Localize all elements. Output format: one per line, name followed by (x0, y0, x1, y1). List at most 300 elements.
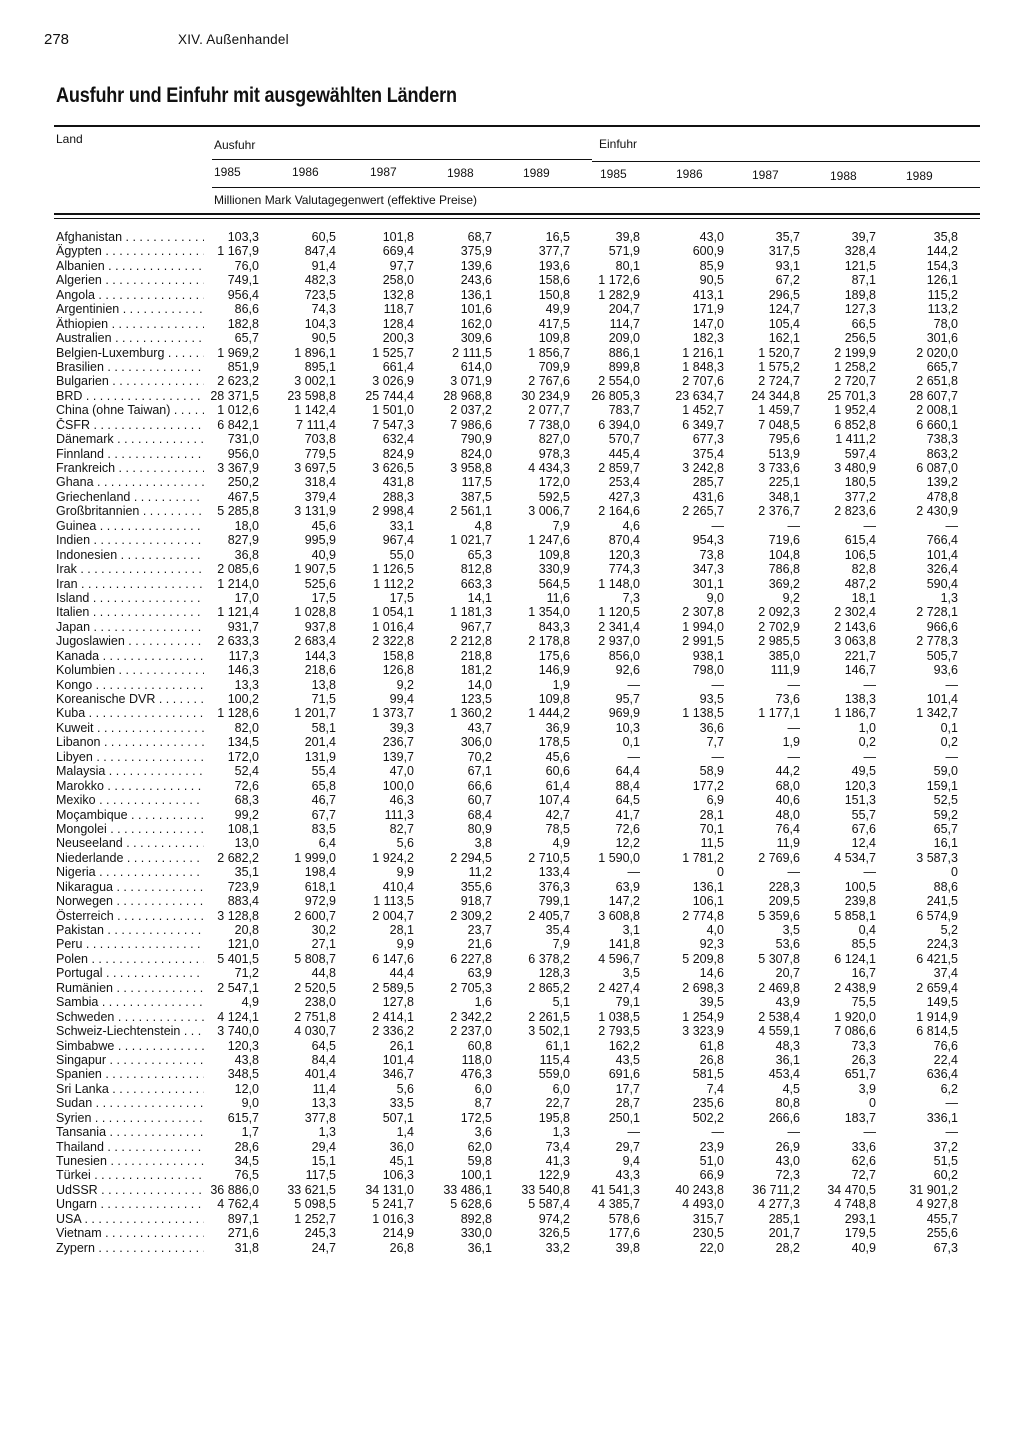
value-cell: 348,1 (768, 489, 800, 504)
value-cell: 1 252,7 (294, 1211, 336, 1226)
value-cell: 23,9 (699, 1139, 724, 1154)
value-cell: 824,9 (382, 446, 414, 461)
value-cell: 11,2 (468, 865, 492, 880)
value-cell: 266,6 (768, 1110, 800, 1125)
value-cell: 43,9 (775, 995, 800, 1010)
value-cell: 68,3 (234, 793, 259, 808)
table-row (0, 880, 1024, 894)
table-row (0, 894, 1024, 908)
table-row (0, 1241, 1024, 1255)
value-cell: 1 920,0 (834, 1009, 876, 1024)
value-cell: 31 901,2 (909, 1182, 958, 1197)
value-cell: 3 608,8 (598, 908, 640, 923)
country-name: China (ohne Taiwan) . . . (56, 403, 204, 417)
value-cell: 966,6 (926, 619, 958, 634)
value-cell: 40 243,8 (675, 1182, 724, 1197)
value-cell: 136,1 (692, 879, 724, 894)
value-cell: 26 805,3 (591, 388, 640, 403)
value-cell: 1 113,5 (373, 894, 414, 909)
value-cell: 4,5 (782, 1081, 800, 1096)
value-cell: 28,7 (615, 1096, 640, 1111)
value-cell: 2 307,8 (682, 605, 724, 620)
value-cell: 1,9 (552, 677, 570, 692)
value-cell: 59,8 (467, 1154, 492, 1168)
value-cell: 3 740,0 (217, 1024, 259, 1039)
value-cell: 2 430,9 (916, 504, 958, 519)
value-cell: 239,8 (844, 894, 876, 909)
value-cell: 67,6 (851, 821, 876, 836)
value-cell: 60,7 (467, 793, 492, 808)
value-cell: 78,5 (545, 821, 570, 836)
value-cell: 377,2 (844, 489, 876, 504)
value-cell: 2 793,5 (598, 1024, 640, 1039)
value-cell: 14,1 (467, 590, 492, 605)
year-ausfuhr-1986: 1986 (292, 165, 319, 179)
value-cell: 117,5 (461, 475, 492, 490)
value-cell: 151,3 (844, 793, 876, 808)
value-cell: 2 111,5 (452, 345, 492, 360)
table-row (0, 605, 1024, 619)
table-row (0, 692, 1024, 706)
value-cell: 35,8 (933, 230, 958, 244)
value-cell: 60,6 (545, 764, 570, 779)
value-cell: 3 323,9 (682, 1024, 724, 1039)
land-column-header: Land (56, 132, 83, 146)
value-cell: 62,6 (851, 1154, 876, 1168)
country-name: Italien . . . (56, 605, 204, 619)
value-cell: 1 112,2 (373, 576, 414, 591)
value-cell: 158,6 (538, 273, 570, 288)
value-cell: 0,1 (622, 735, 640, 750)
country-name: Nigeria . . . (56, 865, 204, 879)
value-cell: 0,4 (858, 923, 876, 937)
table-row (0, 447, 1024, 461)
value-cell: 17,0 (234, 590, 259, 605)
value-cell: 13,3 (311, 1096, 336, 1111)
value-cell: 723,9 (227, 879, 259, 894)
value-cell: 28 968,8 (443, 388, 492, 403)
value-cell: 100,5 (844, 879, 876, 894)
value-cell: 101,4 (926, 692, 958, 706)
value-cell: 218,8 (460, 648, 492, 663)
value-cell: 65,8 (311, 778, 336, 793)
value-cell: 224,3 (926, 937, 958, 952)
table-row (0, 288, 1024, 302)
value-cell: 4 927,8 (916, 1197, 958, 1212)
country-name: Angola . . . (56, 288, 204, 302)
value-cell: 14,0 (467, 677, 492, 692)
value-cell: 101,6 (460, 302, 492, 317)
country-name: Frankreich . . . (56, 461, 204, 475)
value-cell: 4,8 (474, 518, 492, 533)
value-cell: 80,9 (467, 821, 492, 836)
value-cell: 9,9 (396, 937, 414, 952)
value-cell: 71,2 (234, 966, 259, 981)
value-cell: 2 651,8 (916, 374, 958, 389)
table-row (0, 865, 1024, 879)
value-cell: 783,7 (608, 403, 640, 418)
value-cell: 2 427,4 (598, 980, 640, 995)
value-cell: 7 086,6 (834, 1024, 876, 1039)
country-name: Afghanistan . . . (56, 230, 204, 244)
value-cell: 336,1 (926, 1110, 958, 1125)
value-cell: 6,9 (706, 793, 724, 808)
value-cell: 73,6 (775, 692, 800, 706)
value-cell: 43,5 (615, 1052, 640, 1067)
value-cell: — (787, 865, 800, 880)
value-cell: 2 623,2 (217, 374, 259, 389)
value-cell: 147,0 (692, 316, 724, 331)
value-cell: 35,7 (775, 230, 800, 244)
value-cell: 301,1 (692, 576, 724, 591)
value-cell: 0,2 (940, 735, 958, 750)
value-cell: 1 525,7 (372, 345, 414, 360)
value-cell: 9,2 (782, 590, 800, 605)
value-cell: 967,4 (382, 533, 414, 548)
value-cell: 691,6 (608, 1067, 640, 1082)
value-cell: 1,3 (940, 590, 958, 605)
value-cell: 5 401,5 (217, 951, 259, 966)
value-cell: 1 172,6 (598, 273, 640, 288)
value-cell: 138,3 (844, 692, 876, 706)
table-row (0, 1197, 1024, 1211)
value-cell: 3 071,9 (450, 374, 492, 389)
table-row (0, 937, 1024, 951)
value-cell: 2 438,9 (834, 980, 876, 995)
value-cell: 956,0 (227, 446, 259, 461)
header-bottom-rule (54, 213, 980, 215)
country-name: Kongo . . . (56, 678, 204, 692)
country-name: Kuweit . . . (56, 721, 204, 735)
country-name: Australien . . . (56, 331, 204, 345)
value-cell: 431,8 (382, 475, 414, 490)
value-cell: 897,1 (227, 1211, 259, 1226)
table-row (0, 1111, 1024, 1125)
value-cell: 101,4 (926, 547, 958, 562)
value-cell: 1 016,4 (372, 619, 414, 634)
value-cell: 88,4 (615, 778, 640, 793)
value-cell: 46,3 (389, 793, 414, 808)
value-cell: 0 (717, 865, 724, 880)
table-row (0, 678, 1024, 692)
value-cell: 250,1 (608, 1110, 640, 1125)
value-cell: 93,6 (933, 663, 958, 678)
country-name: Marokko . . . (56, 779, 204, 793)
value-cell: 64,4 (615, 764, 640, 779)
country-name: Tansania . . . (56, 1125, 204, 1139)
country-name: Äthiopien . . . (56, 317, 204, 331)
value-cell: 4,0 (706, 923, 724, 937)
value-cell: 581,5 (692, 1067, 724, 1082)
value-cell: 59,2 (933, 807, 958, 822)
value-cell: 0 (869, 1096, 876, 1111)
value-cell: 106,5 (844, 547, 876, 562)
einfuhr-header: Einfuhr (599, 137, 638, 151)
value-cell: 71,5 (311, 692, 336, 706)
value-cell: 91,4 (311, 258, 336, 273)
country-name: Sudan . . . (56, 1096, 204, 1110)
value-cell: 111,3 (384, 807, 414, 822)
value-cell: 83,5 (311, 821, 336, 836)
value-cell: 6,0 (552, 1081, 570, 1096)
value-cell: 6 227,8 (450, 951, 492, 966)
value-cell: 101,4 (382, 1052, 414, 1067)
value-cell: 43,7 (467, 720, 492, 735)
value-cell: 4 559,1 (758, 1024, 800, 1039)
value-cell: 0,1 (940, 720, 958, 735)
table-row (0, 649, 1024, 663)
table-row (0, 923, 1024, 937)
value-cell: 103,3 (227, 230, 259, 244)
value-cell: 348,5 (227, 1067, 259, 1082)
value-cell: 812,8 (460, 562, 492, 577)
table-row (0, 533, 1024, 547)
value-cell: 296,5 (768, 287, 800, 302)
value-cell: 139,7 (382, 749, 414, 764)
value-cell: 33,1 (389, 518, 414, 533)
value-cell: 967,7 (460, 619, 492, 634)
value-cell: 1 994,0 (682, 619, 724, 634)
value-cell: 895,1 (304, 359, 336, 374)
value-cell: 124,7 (768, 302, 800, 317)
value-cell: — (711, 749, 724, 764)
value-cell: 128,4 (382, 316, 414, 331)
country-name: Bulgarien . . . (56, 374, 204, 388)
value-cell: 58,9 (699, 764, 724, 779)
value-cell: 1 590,0 (598, 850, 640, 865)
value-cell: 892,8 (460, 1211, 492, 1226)
value-cell: 76,0 (234, 258, 259, 273)
value-cell: 41,3 (545, 1154, 570, 1168)
value-cell: 478,8 (926, 489, 958, 504)
value-cell: 58,1 (311, 720, 336, 735)
value-cell: 70,2 (467, 749, 492, 764)
value-cell: 44,4 (389, 966, 414, 981)
value-cell: 843,3 (538, 619, 570, 634)
value-cell: 1 282,9 (598, 287, 640, 302)
value-cell: 571,9 (608, 244, 640, 259)
value-cell: 49,9 (545, 302, 570, 317)
year-ausfuhr-1989: 1989 (523, 166, 550, 180)
value-cell: 387,5 (460, 489, 492, 504)
value-cell: 51,0 (699, 1154, 724, 1168)
value-cell: 109,8 (538, 547, 570, 562)
value-cell: 4 434,3 (528, 461, 570, 475)
value-cell: 9,2 (396, 677, 414, 692)
value-cell: 4 277,3 (758, 1197, 800, 1212)
value-cell: 2 710,5 (528, 850, 570, 865)
value-cell: 36,0 (389, 1139, 414, 1154)
year-ausfuhr-1985: 1985 (214, 165, 241, 179)
value-cell: 6 421,5 (916, 951, 958, 966)
value-cell: — (945, 1125, 958, 1140)
year-einfuhr-1987: 1987 (752, 168, 779, 182)
value-cell: 67,7 (311, 807, 336, 822)
value-cell: 3 502,1 (528, 1024, 570, 1039)
value-cell: 5 241,7 (372, 1197, 414, 1212)
ausfuhr-header: Ausfuhr (214, 138, 256, 152)
value-cell: 33,5 (389, 1096, 414, 1111)
value-cell: 72,7 (851, 1168, 876, 1183)
country-name: Moçambique . . . (56, 808, 204, 822)
value-cell: 2 767,6 (528, 374, 570, 389)
value-cell: 82,0 (234, 720, 259, 735)
value-cell: 379,4 (304, 489, 336, 504)
table-row (0, 562, 1024, 576)
value-cell: 101,8 (382, 230, 414, 244)
value-cell: 66,9 (699, 1168, 724, 1183)
value-cell: 29,7 (615, 1139, 640, 1154)
value-cell: 9,4 (622, 1154, 640, 1168)
value-cell: 52,4 (234, 764, 259, 779)
value-cell: — (711, 1125, 724, 1140)
value-cell: 80,8 (775, 1096, 800, 1111)
country-name: Albanien . . . (56, 259, 204, 273)
country-name: Ungarn . . . (56, 1197, 204, 1211)
value-cell: 1 028,8 (294, 605, 336, 620)
value-cell: 35,4 (545, 923, 570, 937)
table-row (0, 981, 1024, 995)
country-name: Peru . . . (56, 937, 204, 951)
country-name: Österreich . . . (56, 909, 204, 923)
value-cell: 749,1 (227, 273, 259, 288)
value-cell: 84,4 (311, 1052, 336, 1067)
value-cell: 93,1 (775, 258, 800, 273)
country-name: Libanon . . . (56, 735, 204, 749)
value-cell: — (627, 749, 640, 764)
value-cell: 55,7 (851, 807, 876, 822)
value-cell: 250,2 (227, 475, 259, 490)
value-cell: 6 147,6 (372, 951, 414, 966)
value-cell: 1 781,2 (682, 850, 724, 865)
value-cell: 97,7 (389, 258, 414, 273)
value-cell: 245,3 (304, 1226, 336, 1241)
value-cell: 60,5 (311, 230, 336, 244)
value-cell: 1 969,2 (217, 345, 259, 360)
country-name: Schweiz-Liechtenstein . . . (56, 1024, 204, 1038)
value-cell: 13,8 (311, 677, 336, 692)
value-cell: 1 258,2 (834, 359, 876, 374)
value-cell: 67,2 (775, 273, 800, 288)
value-cell: 104,8 (768, 547, 800, 562)
value-cell: 61,8 (699, 1038, 724, 1053)
country-name: Ägypten . . . (56, 244, 204, 258)
value-cell: 258,0 (382, 273, 414, 288)
value-cell: 117,3 (228, 648, 259, 663)
table-row (0, 461, 1024, 475)
value-cell: 0 (951, 865, 958, 880)
value-cell: 1,3 (318, 1125, 336, 1140)
value-cell: 34 131,0 (365, 1182, 414, 1197)
value-cell: 61,1 (545, 1038, 570, 1053)
value-cell: 41,7 (615, 807, 640, 822)
value-cell: 3,5 (622, 966, 640, 981)
country-name: Island . . . (56, 591, 204, 605)
value-cell: 355,6 (460, 879, 492, 894)
value-cell: 45,6 (545, 749, 570, 764)
value-cell: 5,6 (396, 836, 414, 851)
value-cell: 6 124,1 (834, 951, 876, 966)
value-cell: 33 540,8 (521, 1182, 570, 1197)
value-cell: 863,2 (926, 446, 958, 461)
country-name: ČSFR . . . (56, 418, 204, 432)
value-cell: 15,1 (311, 1154, 336, 1168)
value-cell: 1 896,1 (294, 345, 336, 360)
value-cell: 1 501,0 (372, 403, 414, 418)
value-cell: 253,4 (608, 475, 640, 490)
value-cell: 33,2 (545, 1240, 570, 1255)
value-cell: 824,0 (460, 446, 492, 461)
value-cell: 317,5 (768, 244, 800, 259)
value-cell: 2 376,7 (758, 504, 800, 519)
value-cell: 1 214,0 (217, 576, 259, 591)
value-cell: 4 385,7 (598, 1197, 640, 1212)
country-name: Syrien . . . (56, 1111, 204, 1125)
value-cell: 7,9 (552, 518, 570, 533)
value-cell: 26,8 (389, 1240, 414, 1255)
value-cell: 183,7 (844, 1110, 876, 1125)
value-cell: 123,5 (460, 692, 492, 706)
value-cell: 3 367,9 (217, 461, 259, 475)
table-row (0, 1168, 1024, 1182)
value-cell: 180,5 (844, 475, 876, 490)
value-cell: 16,1 (933, 836, 958, 851)
value-cell: 779,5 (304, 446, 336, 461)
value-cell: 36,6 (699, 720, 724, 735)
table-row (0, 822, 1024, 836)
value-cell: 9,0 (706, 590, 724, 605)
value-cell: — (787, 1125, 800, 1140)
country-name: Großbritannien . . . (56, 504, 204, 518)
page-number: 278 (44, 31, 70, 48)
value-cell: 66,5 (851, 316, 876, 331)
value-cell: 34,5 (234, 1154, 259, 1168)
value-cell: 2 774,8 (682, 908, 724, 923)
value-cell: 972,9 (304, 894, 336, 909)
value-cell: 2 322,8 (372, 634, 414, 649)
value-cell: 2 998,4 (372, 504, 414, 519)
value-cell: 795,6 (768, 432, 800, 447)
value-cell: 25 701,3 (827, 388, 876, 403)
value-cell: 22,0 (699, 1240, 724, 1255)
value-cell: 100,0 (382, 778, 414, 793)
value-cell: 3,1 (622, 923, 640, 937)
value-cell: 1 856,7 (528, 345, 570, 360)
value-cell: 162,0 (460, 316, 492, 331)
value-cell: 505,7 (926, 648, 958, 663)
value-cell: 228,3 (768, 879, 800, 894)
value-cell: 241,5 (926, 894, 958, 909)
value-cell: 20,8 (234, 923, 259, 937)
value-cell: 2 538,4 (758, 1009, 800, 1024)
table-row (0, 1010, 1024, 1024)
value-cell: 221,7 (844, 648, 876, 663)
value-cell: 238,0 (304, 995, 336, 1010)
value-cell: 14,6 (699, 966, 724, 981)
value-cell: 36 886,0 (210, 1182, 259, 1197)
value-cell: 2 561,1 (450, 504, 492, 519)
value-cell: 92,6 (615, 663, 640, 678)
table-row (0, 1096, 1024, 1110)
value-cell: 937,8 (304, 619, 336, 634)
value-cell: 111,9 (770, 663, 800, 678)
value-cell: 73,4 (545, 1139, 570, 1154)
value-cell: 597,4 (844, 446, 876, 461)
value-cell: 127,8 (382, 995, 414, 1010)
value-cell: — (863, 518, 876, 533)
value-cell: 1 999,0 (294, 850, 336, 865)
value-cell: 5 858,1 (834, 908, 876, 923)
